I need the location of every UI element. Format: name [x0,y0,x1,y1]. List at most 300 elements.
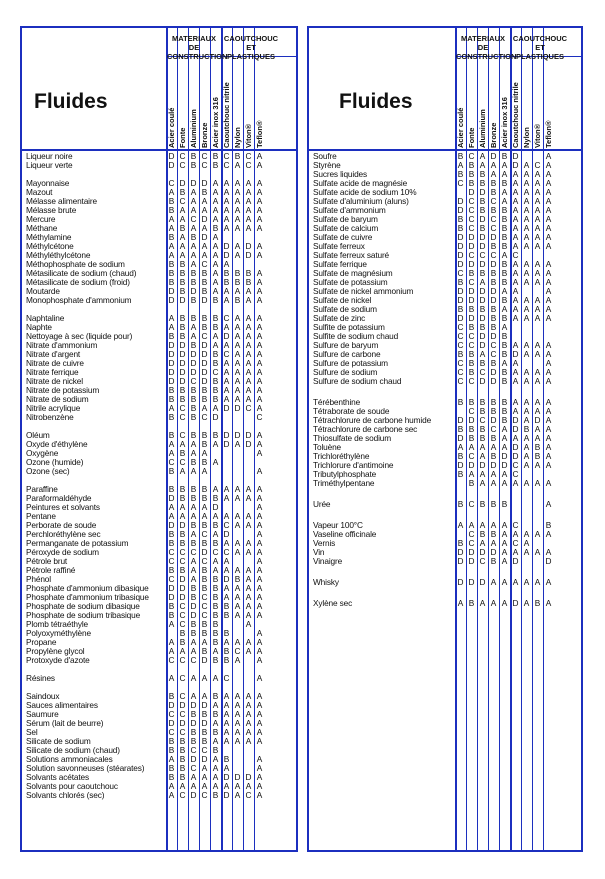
rating-cell: B [479,268,486,278]
rating-cell: D [468,295,475,305]
rating-cell: A [256,691,263,701]
rating-cell: A [523,460,530,470]
rating-cell: A [256,331,263,341]
rating-cell: C [179,727,186,737]
rating-cell: A [545,424,552,434]
fluid-name: Oléum [26,430,50,440]
rating-cell: B [201,286,208,296]
rating-cell: B [212,493,219,503]
rating-cell: A [545,349,552,359]
rating-cell: B [201,457,208,467]
rating-cell: A [223,178,230,188]
rating-cell: B [457,169,464,179]
rating-cell: A [223,637,230,647]
rating-cell: A [223,718,230,728]
fluid-name: Toluène [313,442,342,452]
fluid-name: Nitrate d'ammonium [26,340,98,350]
column-label: Fonte [178,127,187,148]
fluid-name: Métasilicate de sodium (chaud) [26,268,137,278]
materiaux-header: MATERIAUX DE CONSTRUCTION [167,34,228,61]
rating-cell: A [512,547,519,557]
column-label: Acier inox 316 [500,97,509,148]
rating-cell: D [179,178,186,188]
fluid-name: Pentane [26,511,56,521]
rating-cell: A [256,736,263,746]
fluid-name: Sulfate de zinc [313,313,366,323]
rating-cell: B [168,331,175,341]
rating-cell: A [256,214,263,224]
rating-cell: A [190,781,197,791]
fluid-name: Tétrachlorure de carbone humide [313,415,432,425]
rating-cell: C [468,214,475,224]
rating-cell: B [457,469,464,479]
rating-cell: D [512,415,519,425]
rating-cell: A [523,451,530,461]
rating-cell: A [545,577,552,587]
rating-cell: B [212,610,219,620]
rating-cell: B [201,520,208,530]
rating-cell: C [468,538,475,548]
rating-cell: A [501,598,508,608]
rating-cell: C [457,268,464,278]
rating-cell: D [168,376,175,386]
rating-cell: A [234,439,241,449]
rating-cell: B [212,583,219,593]
rating-cell: A [190,466,197,476]
rating-cell: C [490,223,497,233]
rating-cell: A [490,469,497,479]
rating-cell: B [234,277,241,287]
rating-cell: A [190,259,197,269]
rating-cell: A [501,358,508,368]
rating-cell: B [168,538,175,548]
rating-cell: A [534,205,541,215]
rating-cell: D [234,772,241,782]
rating-cell: B [479,322,486,332]
rating-cell: C [179,547,186,557]
rating-cell: A [190,673,197,683]
rating-cell: A [190,637,197,647]
rating-cell: A [545,340,552,350]
rating-cell: A [223,259,230,269]
rating-cell: C [179,430,186,440]
rating-cell: A [545,205,552,215]
rating-cell: A [212,457,219,467]
rating-cell: B [501,151,508,161]
rating-cell: A [256,250,263,260]
rating-cell: D [168,358,175,368]
rating-cell: A [523,223,530,233]
rating-cell: D [490,367,497,377]
rating-cell: B [457,277,464,287]
rating-cell: A [512,178,519,188]
rating-cell: B [201,736,208,746]
rating-cell: D [223,241,230,251]
rating-cell: A [234,187,241,197]
fluid-name: Nitrile acrylique [26,403,81,413]
rating-cell: A [245,691,252,701]
rating-cell: C [190,655,197,665]
fluid-name: Sulfate d'aluminium (aluns) [313,196,409,206]
fluid-name: Naphte [26,322,52,332]
rating-cell: D [168,349,175,359]
rating-cell: A [234,538,241,548]
rating-cell: D [490,232,497,242]
rating-cell: A [545,241,552,251]
rating-cell: A [479,349,486,359]
rating-cell: B [501,397,508,407]
caoutchouc-header: CAOUTCHOUC ET PLASTIQUES [512,34,568,61]
rating-cell: A [501,250,508,260]
rating-cell: B [201,619,208,629]
rating-cell: B [468,367,475,377]
rating-cell: A [545,397,552,407]
rating-cell: C [201,790,208,800]
rating-cell: A [256,781,263,791]
rating-cell: B [190,484,197,494]
rating-cell: C [201,745,208,755]
rating-cell: A [523,406,530,416]
fluid-name: Péroxyde de sodium [26,547,99,557]
fluid-name: Méthylcétone [26,241,74,251]
rating-cell: C [534,160,541,170]
rating-cell: A [245,637,252,647]
table-row [26,701,296,710]
rating-cell: C [168,178,175,188]
rating-cell: B [201,493,208,503]
rating-cell: B [168,268,175,278]
rating-cell: C [201,331,208,341]
rating-cell: A [490,538,497,548]
rating-cell: A [534,397,541,407]
rating-cell: A [234,547,241,557]
rating-cell: C [223,520,230,530]
rating-cell: B [201,538,208,548]
rating-cell: D [457,232,464,242]
rating-cell: A [234,493,241,503]
rating-cell: A [245,736,252,746]
rating-cell: D [512,451,519,461]
rating-cell: A [501,304,508,314]
rating-cell: D [512,349,519,359]
rating-cell: D [190,610,197,620]
rating-cell: A [501,478,508,488]
rating-cell: A [223,286,230,296]
rating-cell: D [223,403,230,413]
rating-cell: A [234,394,241,404]
fluid-name: Sulfate de nickel [313,295,372,305]
rating-cell: B [234,151,241,161]
rating-cell: B [501,268,508,278]
rating-cell: B [534,442,541,452]
rating-cell: B [501,349,508,359]
table-row [313,599,581,608]
rating-cell: A [501,322,508,332]
rating-cell: B [179,484,186,494]
rating-cell: A [523,433,530,443]
rating-cell: A [256,565,263,575]
rating-cell: B [190,430,197,440]
rating-cell: A [501,424,508,434]
rating-cell: A [234,196,241,206]
rating-cell: D [245,772,252,782]
rating-cell: C [479,367,486,377]
rating-cell: B [168,259,175,269]
fluid-name: Méthane [26,223,58,233]
rating-cell: B [190,412,197,422]
rating-cell: B [234,574,241,584]
rating-cell: B [212,349,219,359]
rating-cell: A [179,511,186,521]
rating-cell: A [479,478,486,488]
rating-cell: D [179,367,186,377]
rating-cell: D [490,295,497,305]
rating-cell: A [501,547,508,557]
rating-cell: C [168,709,175,719]
rating-cell: A [512,478,519,488]
rating-cell: A [168,223,175,233]
rating-cell: A [523,529,530,539]
fluid-name: Sulfure de sodium chaud [313,376,402,386]
rating-cell: B [212,619,219,629]
rating-cell: D [201,295,208,305]
rating-cell: B [190,619,197,629]
rating-cell: A [245,610,252,620]
rating-cell: A [256,718,263,728]
rating-cell: C [468,151,475,161]
rating-cell: A [212,331,219,341]
fluid-name: Sulfure de carbone [313,349,381,359]
rating-cell: D [201,349,208,359]
rating-cell: C [490,214,497,224]
rating-cell: A [545,442,552,452]
rating-cell: D [212,412,219,422]
rating-cell: B [168,232,175,242]
rating-cell: D [512,556,519,566]
rating-cell: A [245,349,252,359]
column-label: Fonte [467,127,476,148]
rating-cell: A [534,313,541,323]
rating-cell: A [201,772,208,782]
rating-cell: C [168,457,175,467]
fluid-name: Saumure [26,709,59,719]
fluid-name: Vapeur 100°C [313,520,363,530]
rating-cell: C [179,556,186,566]
fluid-name: Saindoux [26,691,60,701]
rating-cell: C [479,415,486,425]
rating-cell: D [479,340,486,350]
rating-cell: A [523,196,530,206]
rating-cell: B [212,385,219,395]
rating-cell: C [468,406,475,416]
rating-cell: A [534,424,541,434]
rating-cell: A [212,241,219,251]
rating-cell: A [512,376,519,386]
rating-cell: C [179,196,186,206]
rating-cell: D [457,196,464,206]
rating-cell: A [534,340,541,350]
rating-cell: A [523,214,530,224]
rating-cell: B [168,691,175,701]
fluid-name: Monophosphate d'ammonium [26,295,132,305]
rating-cell: A [523,577,530,587]
rating-cell: A [234,727,241,737]
rating-cell: A [179,214,186,224]
rating-cell: B [212,520,219,530]
fluid-name: Sérum (lait de beurre) [26,718,104,728]
rating-cell: D [201,376,208,386]
rating-cell: A [523,442,530,452]
rating-cell: A [501,577,508,587]
rating-cell: A [479,442,486,452]
rating-cell: A [201,250,208,260]
rating-cell: A [512,268,519,278]
rating-cell: D [179,376,186,386]
rating-cell: A [212,700,219,710]
rating-cell: A [256,754,263,764]
rating-cell: C [479,556,486,566]
rating-cell: C [201,529,208,539]
rating-cell: A [234,691,241,701]
rating-cell: D [179,520,186,530]
fluid-name: Protoxyde d'azote [26,655,90,665]
rating-cell: A [190,331,197,341]
rating-cell: B [457,538,464,548]
fluid-name: Méthyléthylcétone [26,250,91,260]
table-row [313,434,581,443]
rating-cell: B [223,268,230,278]
rating-cell: A [223,205,230,215]
rating-cell: A [256,349,263,359]
rating-cell: A [468,442,475,452]
rating-cell: B [168,565,175,575]
rating-cell: A [512,259,519,269]
rating-cell: D [190,700,197,710]
rating-cell: A [223,592,230,602]
rating-cell: B [479,529,486,539]
rating-cell: D [490,286,497,296]
rating-cell: D [179,349,186,359]
fluid-name: Sulfate d'ammonium [313,205,386,215]
fluid-name: Polyoxyméthylène [26,628,91,638]
rating-cell: C [479,250,486,260]
fluid-name: Phénol [26,574,51,584]
rating-cell: C [201,259,208,269]
rating-cell: B [523,424,530,434]
rating-cell: A [234,385,241,395]
table-row [26,296,296,305]
rating-cell: B [245,277,252,287]
fluid-name: Sulfate ferreux saturé [313,250,390,260]
rating-cell: A [512,169,519,179]
rating-cell: A [512,295,519,305]
rating-cell: A [234,178,241,188]
rating-cell: D [168,592,175,602]
rating-cell: C [512,250,519,260]
fluid-name: Sulfure de potassium [313,358,388,368]
fluid-name: Pétrole raffiné [26,565,76,575]
rating-cell: A [179,250,186,260]
fluid-name: Xylène sec [313,598,353,608]
rating-cell: B [501,277,508,287]
rating-cell: A [256,646,263,656]
rating-cell: A [212,736,219,746]
rating-cell: B [501,406,508,416]
rating-cell: D [234,430,241,440]
rating-cell: A [212,439,219,449]
rating-cell: A [234,250,241,260]
rating-cell: B [190,313,197,323]
rating-cell: C [457,376,464,386]
fluid-name: Sulfite de potassium [313,322,385,332]
rating-cell: B [190,493,197,503]
rating-cell: B [179,322,186,332]
table-row [313,557,581,566]
fluid-name: Trichlorure d'antimoine [313,460,394,470]
fluid-name: Solution savonneuses (stéarates) [26,763,145,773]
rating-cell: A [534,406,541,416]
rating-cell: A [223,691,230,701]
rating-cell: C [457,358,464,368]
rating-cell: A [245,781,252,791]
rating-cell: A [534,277,541,287]
fluid-name: Nitrate de sodium [26,394,89,404]
rating-cell: B [168,601,175,611]
rating-cell: A [256,295,263,305]
rating-cell: B [201,646,208,656]
rating-cell: C [212,367,219,377]
rating-cell: A [501,169,508,179]
rating-cell: A [256,277,263,287]
rating-cell: A [457,598,464,608]
rating-cell: C [490,424,497,434]
rating-cell: B [190,403,197,413]
rating-cell: A [234,700,241,710]
rating-cell: C [468,196,475,206]
rating-cell: A [256,448,263,458]
rating-cell: A [534,547,541,557]
rating-cell: A [223,196,230,206]
fluid-name: Whisky [313,577,339,587]
rating-cell: C [490,250,497,260]
rating-cell: A [168,448,175,458]
column-label: Caoutchouc nitrile [511,82,520,148]
fluid-name: Mélasse brute [26,205,77,215]
rating-cell: A [234,331,241,341]
rating-cell: A [168,754,175,764]
rating-cell: A [545,478,552,488]
rating-cell: D [457,313,464,323]
fluid-name: Sulfate de baryum [313,214,378,224]
rating-cell: A [534,241,541,251]
rating-cell: A [245,619,252,629]
column-label: Viton® [533,123,542,148]
rating-cell: D [479,460,486,470]
rating-cell: B [179,637,186,647]
rating-cell: A [545,169,552,179]
rating-cell: B [490,451,497,461]
rating-cell: D [457,556,464,566]
fluid-name: Liqueur verte [26,160,73,170]
fluid-name: Ozone (humide) [26,457,84,467]
rating-cell: A [512,406,519,416]
rating-cell: C [256,412,263,422]
rating-cell: B [201,727,208,737]
column-label: Acier coulé [167,107,176,148]
rating-cell: C [468,499,475,509]
rating-cell: A [512,187,519,197]
rating-cell: B [490,433,497,443]
